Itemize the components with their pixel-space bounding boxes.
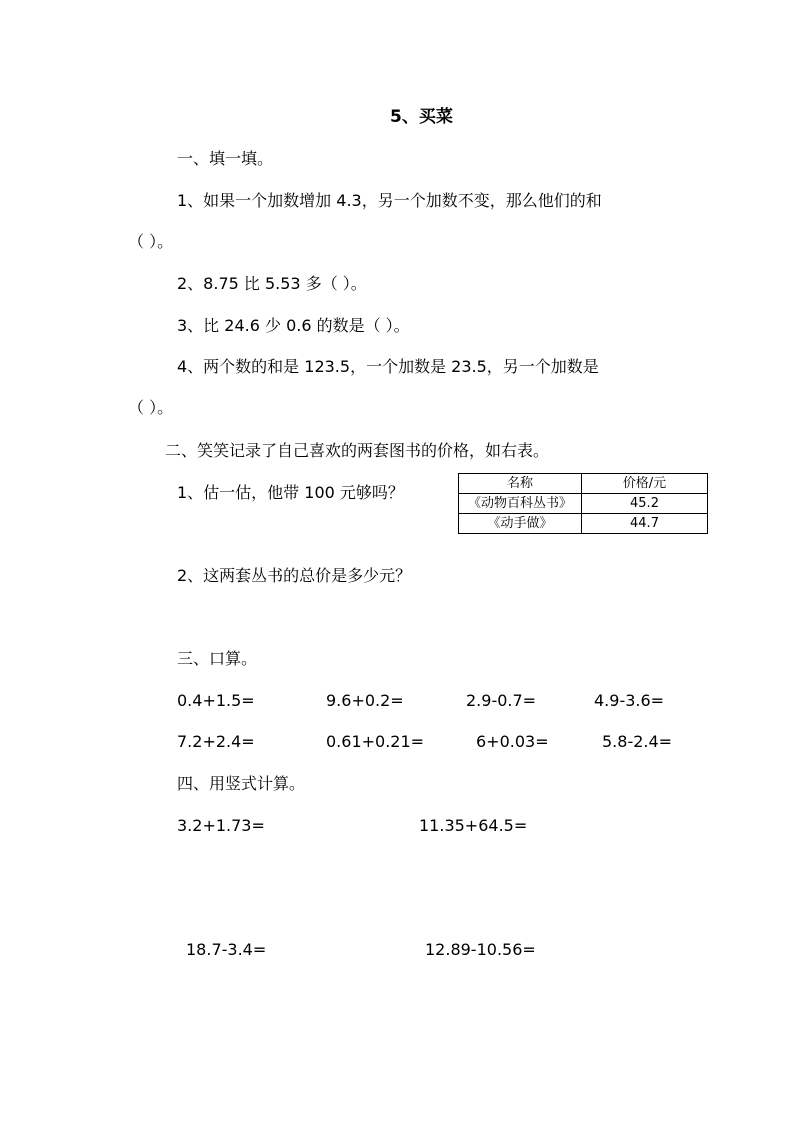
question-1-2: 2、8.75 比 5.53 多（ ）。	[177, 274, 367, 293]
table-row	[459, 514, 708, 534]
mental-math-item: 4.9-3.6=	[594, 691, 665, 710]
section3-heading: 三、口算。	[177, 649, 258, 668]
mental-math-item: 0.4+1.5=	[177, 691, 255, 710]
table-header-price: 价格/元	[582, 474, 708, 494]
question-2-2: 2、这两套丛书的总价是多少元？	[177, 566, 412, 585]
table-cell-price: 45.2	[582, 494, 708, 514]
question-1-1-line2: （ ）。	[128, 232, 174, 251]
mental-math-item: 2.9-0.7=	[466, 691, 537, 710]
vertical-calc-item: 18.7-3.4=	[186, 940, 267, 959]
table-header-name: 名称	[459, 474, 582, 494]
question-1-3: 3、比 24.6 少 0.6 的数是（ ）。	[177, 316, 410, 335]
mental-math-item: 0.61+0.21=	[326, 732, 425, 751]
mental-math-item: 5.8-2.4=	[602, 732, 673, 751]
vertical-calc-item: 11.35+64.5=	[419, 816, 528, 835]
table-cell-name: 《动物百科丛书》	[459, 494, 582, 514]
page-title: 5、买菜	[390, 107, 453, 127]
mental-math-item: 9.6+0.2=	[326, 691, 404, 710]
question-1-4-line2: （ ）。	[128, 398, 174, 417]
table-row	[459, 494, 708, 514]
table-cell-price: 44.7	[582, 514, 708, 534]
mental-math-item: 6+0.03=	[476, 732, 549, 751]
table-header-row	[459, 474, 708, 494]
section1-heading: 一、填一填。	[177, 149, 274, 168]
vertical-calc-item: 3.2+1.73=	[177, 816, 265, 835]
vertical-calc-item: 12.89-10.56=	[425, 940, 536, 959]
question-2-1: 1、估一估，他带 100 元够吗？	[177, 483, 404, 502]
question-1-1-line1: 1、如果一个加数增加 4.3，另一个加数不变，那么他们的和	[177, 191, 602, 210]
question-1-4-line1: 4、两个数的和是 123.5，一个加数是 23.5，另一个加数是	[177, 357, 599, 376]
table-cell-name: 《动手做》	[459, 514, 582, 534]
section4-heading: 四、用竖式计算。	[177, 774, 306, 793]
price-table	[458, 473, 708, 534]
mental-math-item: 7.2+2.4=	[177, 732, 255, 751]
section2-heading: 二、笑笑记录了自己喜欢的两套图书的价格，如右表。	[165, 441, 550, 460]
